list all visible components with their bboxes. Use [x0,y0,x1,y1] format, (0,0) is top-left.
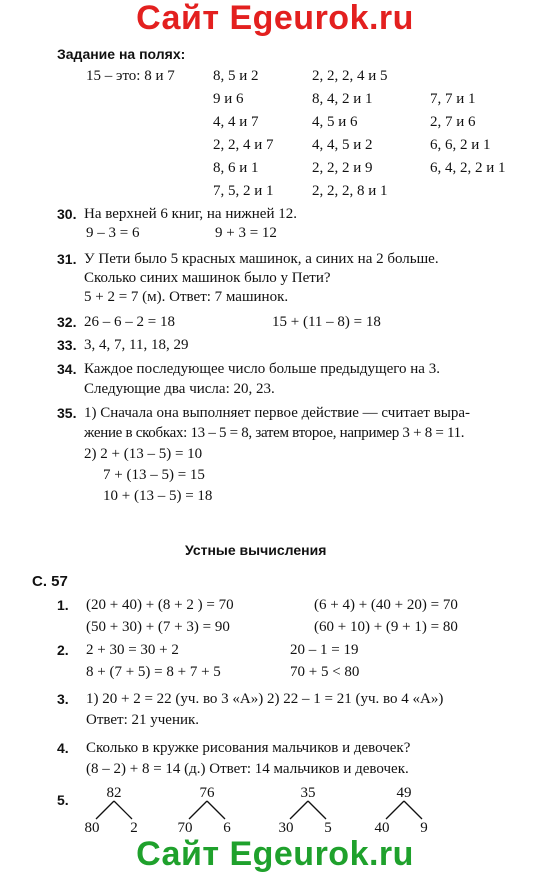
task-35-line5: 10 + (13 – 5) = 18 [103,488,213,504]
oral-2-b1: 20 – 1 = 19 [290,642,359,658]
task-35-number: 35. [57,405,77,421]
margin-col1-item: 2, 2, 4 и 7 [213,137,274,153]
oral-4-line2: (8 – 2) + 8 = 14 (д.) Ответ: 14 мальчиков и девочек. [86,761,409,777]
tree-right-number: 5 [324,820,332,836]
margin-col3-item: 6, 6, 2 и 1 [430,137,491,153]
margin-task-lead: 15 – это: 8 и 7 [86,68,175,84]
margin-col3-item: 7, 7 и 1 [430,91,476,107]
margin-col2-item: 2, 2, 2, 8 и 1 [312,183,388,199]
margin-col2-item: 4, 4, 5 и 2 [312,137,373,153]
tree-top-number: 76 [199,785,215,801]
oral-4-line1: Сколько в кружке рисования мальчиков и девочек? [86,740,411,756]
tree-branch-right [308,801,326,819]
task-32-eq-a: 26 – 6 – 2 = 18 [84,314,175,330]
tree-right-number: 6 [223,820,231,836]
tree-right-number: 9 [420,820,428,836]
task-35-line4: 7 + (13 – 5) = 15 [103,467,205,483]
oral-1-a2: (50 + 30) + (7 + 3) = 90 [86,619,230,635]
margin-col1-item: 9 и 6 [213,91,244,107]
margin-task-title: Задание на полях: [57,46,186,62]
oral-1-b2: (60 + 10) + (9 + 1) = 80 [314,619,458,635]
task-30-eq-b: 9 + 3 = 12 [215,225,277,241]
page-reference: С. 57 [32,573,68,590]
oral-2-number: 2. [57,642,69,658]
oral-5-number: 5. [57,792,69,808]
task-35-line2: жение в скобках: 13 – 5 = 8, затем второе, например 3 + 8 = 11. [84,425,465,441]
tree-right-number: 2 [130,820,138,836]
tree-left-number: 70 [177,820,193,836]
task-32-eq-b: 15 + (11 – 8) = 18 [272,314,381,330]
margin-col2-item: 4, 5 и 6 [312,114,358,130]
tree-top-number: 35 [300,785,316,801]
task-30-text: На верхней 6 книг, на нижней 12. [84,206,297,222]
task-34-line1: Каждое последующее число больше предыдущего на 3. [84,361,440,377]
oral-1-b1: (6 + 4) + (40 + 20) = 70 [314,597,458,613]
oral-3-line1: 1) 20 + 2 = 22 (уч. во 3 «А») 2) 22 – 1 = 21 (уч. во 4 «А») [86,691,444,707]
task-30-number: 30. [57,206,77,222]
task-35-line1: 1) Сначала она выполняет первое действие — считает выра- [84,405,471,421]
tree-top-number: 82 [106,785,122,801]
task-31-line3: 5 + 2 = 7 (м). Ответ: 7 машинок. [84,289,289,305]
task-34-line2: Следующие два числа: 20, 23. [84,381,275,397]
tree-branch-left [189,801,207,819]
watermark-top: Сайт Egeurok.ru [136,0,414,37]
task-33-number: 33. [57,337,77,353]
oral-4-number: 4. [57,740,69,756]
tree-left-number: 40 [374,820,390,836]
margin-col2-item: 2, 2, 2 и 9 [312,160,373,176]
task-35-line3: 2) 2 + (13 – 5) = 10 [84,446,203,462]
oral-3-line2: Ответ: 21 ученик. [86,712,200,728]
watermark-bottom: Сайт Egeurok.ru [136,835,414,873]
margin-col3-item: 6, 4, 2, 2 и 1 [430,160,506,176]
oral-1-a1: (20 + 40) + (8 + 2 ) = 70 [86,597,234,613]
margin-col2-item: 2, 2, 2, 4 и 5 [312,68,388,84]
tree-branch-right [114,801,132,819]
oral-2-a1: 2 + 30 = 30 + 2 [86,642,179,658]
task-33-text: 3, 4, 7, 11, 18, 29 [84,337,189,353]
tree-branch-left [386,801,404,819]
task-31-line2: Сколько синих машинок было у Пети? [84,270,331,286]
tree-left-number: 30 [278,820,294,836]
oral-2-a2: 8 + (7 + 5) = 8 + 7 + 5 [86,664,221,680]
task-30-eq-a: 9 – 3 = 6 [86,225,140,241]
tree-left-number: 80 [84,820,100,836]
oral-2-b2: 70 + 5 < 80 [290,664,360,680]
tree-branch-right [404,801,422,819]
margin-col1-item: 8, 5 и 2 [213,68,259,84]
margin-col3-item: 2, 7 и 6 [430,114,476,130]
tree-branch-right [207,801,225,819]
task-31-number: 31. [57,251,77,267]
task-34-number: 34. [57,361,77,377]
oral-3-number: 3. [57,691,69,707]
margin-col1-item: 4, 4 и 7 [213,114,259,130]
margin-col2-item: 8, 4, 2 и 1 [312,91,373,107]
tree-branch-left [290,801,308,819]
tree-top-number: 49 [396,785,412,801]
task-32-number: 32. [57,314,77,330]
section-title: Устные вычисления [185,542,327,558]
margin-col1-item: 8, 6 и 1 [213,160,259,176]
margin-col1-item: 7, 5, 2 и 1 [213,183,274,199]
oral-1-number: 1. [57,597,69,613]
tree-branch-left [96,801,114,819]
task-31-line1: У Пети было 5 красных машинок, а синих на 2 больше. [84,251,439,267]
